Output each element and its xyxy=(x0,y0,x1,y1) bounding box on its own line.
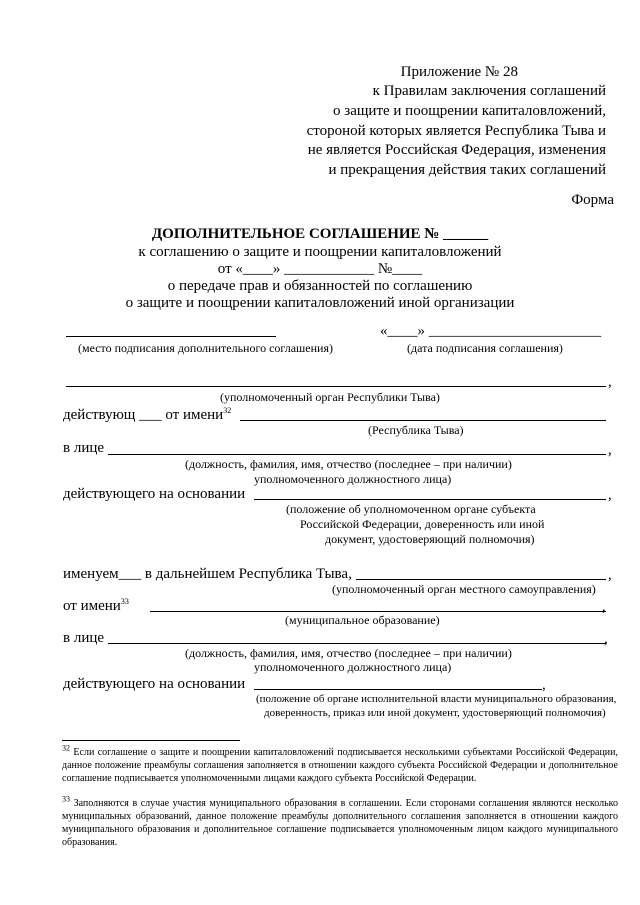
basis-field-comma-2: , xyxy=(542,677,546,693)
date-field[interactable]: «____» _______________________ xyxy=(380,323,602,339)
footnote-33 xyxy=(62,794,619,849)
person-field-line-2[interactable] xyxy=(108,643,606,644)
organ-caption: (уполномоченный орган Республики Тыва) xyxy=(220,390,440,404)
person-caption-2b: уполномоченного должностного лица) xyxy=(254,660,452,674)
person-field-comma-1: , xyxy=(608,442,612,458)
title-line-4: о защите и поощрении капиталовложений иной организации xyxy=(125,295,515,311)
municipal-organ-caption: (уполномоченный орган местного самоуправления) xyxy=(332,582,596,596)
person-field-line-1[interactable] xyxy=(108,454,606,455)
footnote-mark-32: 32 xyxy=(62,743,70,753)
basis-caption-1c: документ, удостоверяющий полномочия) xyxy=(325,532,535,546)
place-caption: (место подписания дополнительного соглашения) xyxy=(78,341,333,355)
person-field-comma-2: , xyxy=(604,631,608,647)
acting-behalf-label xyxy=(63,405,231,425)
footnote-text-33: Заполняются в случае участия муниципального образования в соглашении. Если сторонами соглашения являются несколько муниципальных образований, данное положение преамбулы дополнительного соглашения заполняется в отношении каждого муниципального образования и дополнительное соглашение подписывается уполномоченным лицом каждого муниципального образования. xyxy=(62,798,619,848)
municipality-comma: , xyxy=(602,599,606,615)
on-behalf-text: от имени xyxy=(63,598,121,614)
basis-label-2: действующего на основании xyxy=(63,676,246,692)
footnote-ref-33: 33 xyxy=(120,597,129,606)
appendix-line-3: стороной которых является Республика Тыва и xyxy=(306,123,606,139)
footnote-mark-33: 33 xyxy=(62,794,70,804)
person-caption-1a: (должность, фамилия, имя, отчество (последнее – при наличии) xyxy=(185,457,512,471)
municipality-field-line[interactable] xyxy=(150,611,606,612)
footnote-32 xyxy=(62,743,619,785)
on-behalf-label xyxy=(63,596,129,616)
appendix-line-4: не является Российская Федерация, изменения xyxy=(307,142,606,158)
municipality-caption: (муниципальное образование) xyxy=(285,613,440,627)
basis-caption-2b: доверенность, приказ или иной документ, удостоверяющий полномочия) xyxy=(264,707,606,719)
footnote-ref-32: 32 xyxy=(223,406,232,415)
basis-field-line-1[interactable] xyxy=(254,499,606,500)
municipal-organ-field-line[interactable] xyxy=(356,579,606,580)
place-field-line[interactable] xyxy=(66,336,276,337)
basis-caption-1b: Российской Федерации, доверенность или иной xyxy=(300,517,545,531)
basis-caption-1a: (положение об уполномоченном органе субъекта xyxy=(286,502,536,516)
form-label: Форма xyxy=(571,192,614,208)
municipal-organ-comma: , xyxy=(608,567,612,583)
footnote-separator xyxy=(62,740,240,741)
acting-behalf-field-line[interactable] xyxy=(240,420,606,421)
footnote-text-32: Если соглашение о защите и поощрении капиталовложений подписывается несколькими субъектами Российской Федерации, данное положение преамбулы соглашения заполняется в отношении каждого субъекта Российской Федерации и дополнительное соглашение подписывается уполномоченными лицами каждого субъекта Российской Федерации. xyxy=(62,747,619,784)
organ-field-line[interactable] xyxy=(66,386,606,387)
basis-caption-2a: (положение об органе исполнительной власти муниципального образования, xyxy=(256,693,617,705)
basis-field-line-2[interactable] xyxy=(254,689,542,690)
basis-field-comma-1: , xyxy=(608,487,612,503)
acting-behalf-caption: (Республика Тыва) xyxy=(368,423,464,437)
acting-behalf-text: действующ ___ от имени xyxy=(63,407,224,423)
person-caption-2a: (должность, фамилия, имя, отчество (последнее – при наличии) xyxy=(185,646,512,660)
named-label: именуем___ в дальнейшем Республика Тыва, xyxy=(63,566,352,582)
appendix-line-1: к Правилам заключения соглашений xyxy=(372,83,606,99)
appendix-number: Приложение № 28 xyxy=(400,64,518,80)
person-caption-1b: уполномоченного должностного лица) xyxy=(254,472,452,486)
title-line-1: к соглашению о защите и поощрении капиталовложений xyxy=(138,244,502,260)
date-caption: (дата подписания соглашения) xyxy=(407,341,563,355)
title-line-2: от «____» ____________ №____ xyxy=(217,261,423,277)
title-line-3: о передаче прав и обязанностей по соглашению xyxy=(167,278,473,294)
appendix-line-5: и прекращения действия таких соглашений xyxy=(328,162,606,178)
basis-label-1: действующего на основании xyxy=(63,486,246,502)
organ-field-comma: , xyxy=(608,374,612,390)
person-label-2: в лице xyxy=(63,630,105,646)
document-title: ДОПОЛНИТЕЛЬНОЕ СОГЛАШЕНИЕ № ______ xyxy=(151,226,489,242)
appendix-line-2: о защите и поощрении капиталовложений, xyxy=(333,103,606,119)
person-label-1: в лице xyxy=(63,440,105,456)
